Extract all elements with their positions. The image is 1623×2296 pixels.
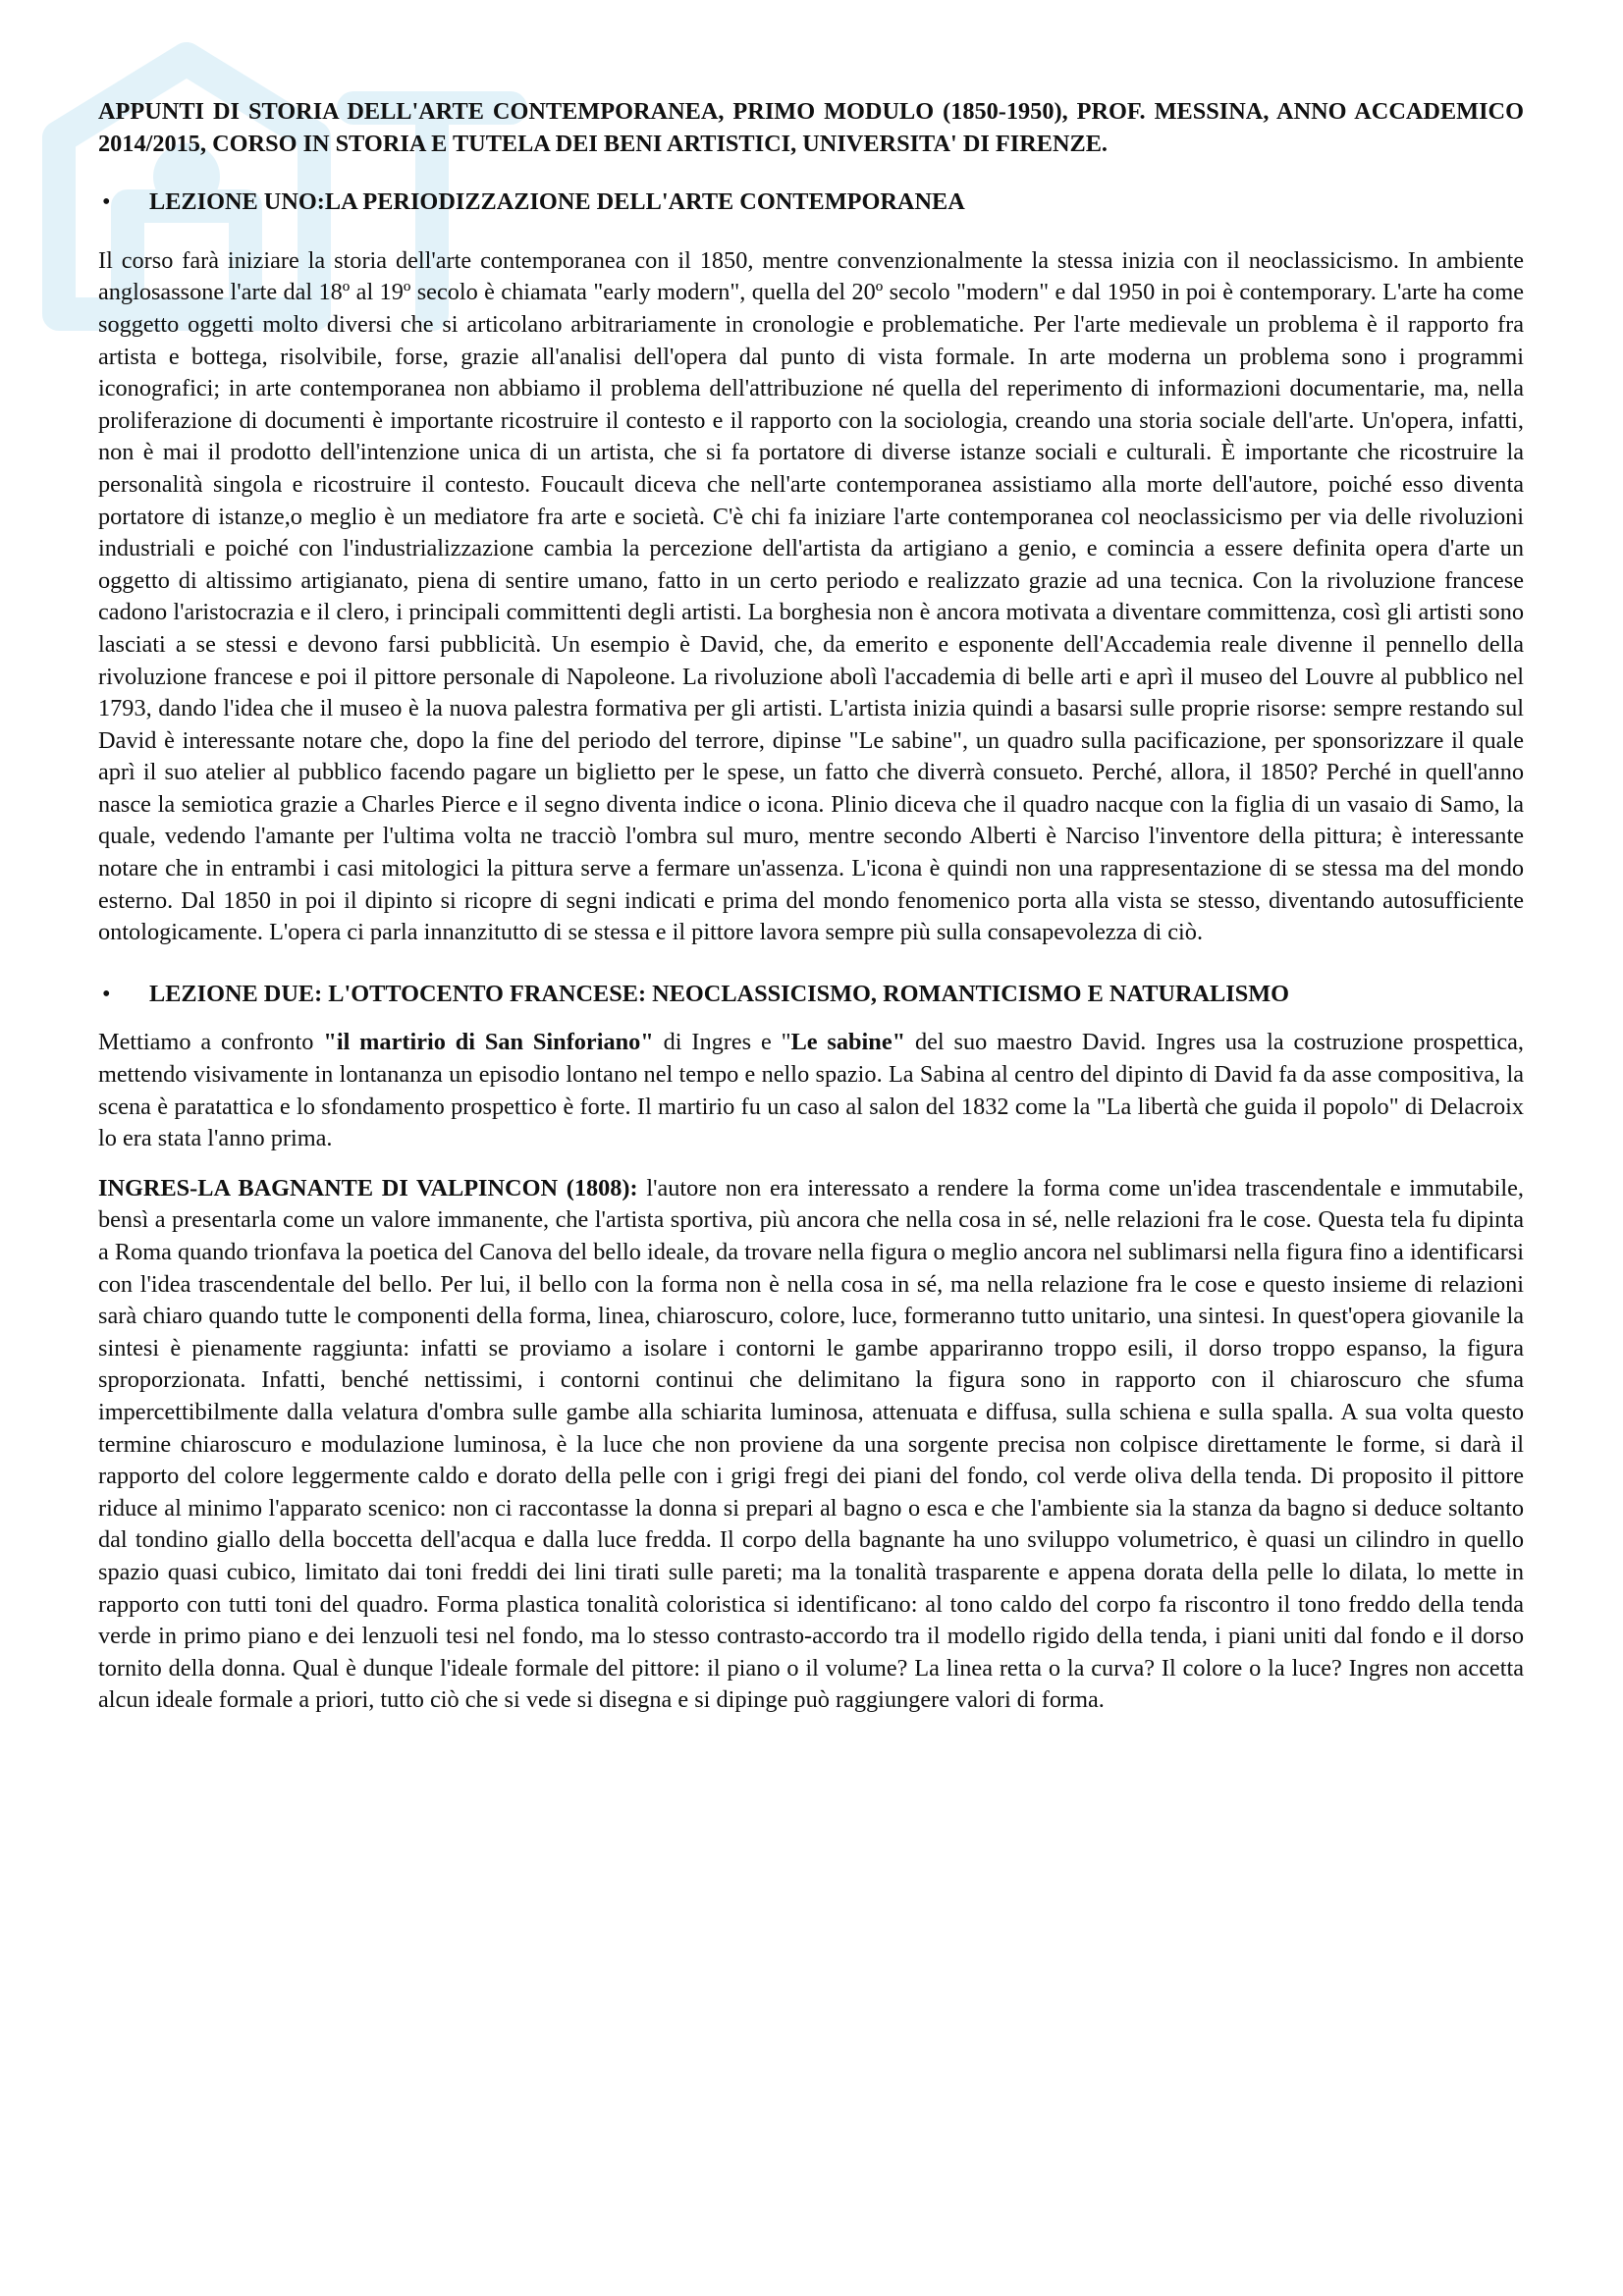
sabines-title: Le sabine"	[790, 1029, 906, 1056]
document-title: APPUNTI DI STORIA DELL'ARTE CONTEMPORANEA, PRIMO MODULO (1850-1950), PROF. MESSINA, ANNO ACCADEMICO 2014/2015, CORSO IN STORIA E TUTELA DEI BENI ARTISTICI, UNIVERSITA' DI FIRENZE.	[98, 98, 1524, 157]
bagnante-lead: INGRES-LA BAGNANTE DI VALPINCON (1808):	[98, 1174, 638, 1201]
lesson-one-paragraph: Il corso farà iniziare la storia dell'arte contemporanea con il 1850, mentre convenzionalmente la stessa inizia con il neoclassicismo. In ambiente anglosassone l'arte dal 18º al 19º secolo è chiamata "early modern", quella del 20º secolo "modern" e dal 1950 in poi è contemporary. L'arte ha come soggetto oggetti molto diversi che si articolano arbitrariamente in cronologie e problematiche. Per l'arte medievale un problema è il rapporto fra artista e bottega, risolvibile, forse, grazie all'analisi dell'opera dal punto di vista formale. In arte moderna un problema sono i programmi iconografici; in arte contemporanea non abbiamo il problema dell'attribuzione né quella del reperimento di informazioni documentarie, ma, nella proliferazione di documenti è importante ricostruire il contesto e il rapporto con la sociologia, creando una storia sociale dell'arte. Un'opera, infatti, non è mai il prodotto dell'intenzione unica di un artista, che si fa portatore di diverse istanze sociali e culturali. È importante che ricostruire la personalità singola e ricostruire il contesto. Foucault diceva che nell'arte contemporanea assistiamo alla morte dell'autore, poiché esso diventa portatore di istanze,o meglio è un mediatore fra arte e società. C'è chi fa iniziare l'arte contemporanea col neoclassicismo per via delle rivoluzioni industriali e poiché con l'industrializzazione cambia la percezione dell'artista da artigiano a genio, e comincia a essere definita opera d'arte un oggetto di altissimo artigianato, piena di sentire umano, fatto in un certo periodo e realizzato grazie ad una tecnica. Con la rivoluzione francese cadono l'aristocrazia e il clero, i principali committenti degli artisti. La borghesia non è ancora motivata a diventare committenza, così gli artisti sono lasciati a se stessi e devono farsi pubblicità. Un esempio è David, che, da emerito e esponente dell'Accademia reale divenne il pennello della rivoluzione francese e poi il pittore personale di Napoleone. La rivoluzione abolì l'accademia di belle arti e aprì il museo del Louvre al pubblico nel 1793, dando l'idea che il museo è la nuova palestra formativa per gli artisti. L'artista inizia quindi a basarsi sulle proprie risorse: sempre restando sul David è interessante notare che, dopo la fine del periodo del terrore, dipinse "Le sabine", un quadro sulla pacificazione, per sponsorizzare il quale aprì il suo atelier al pubblico facendo pagare un biglietto per le spese, un fatto che diverrà consueto. Perché, allora, il 1850? Perché in quell'anno nasce la semiotica grazie a Charles Pierce e il segno diventa indice o icona. Plinio diceva che il quadro nacque con la figlia di un vasaio di Samo, la quale, vedendo l'amante per l'ultima volta ne tracciò l'ombra sul muro, mentre secondo Alberti è Narciso l'inventore della pittura; è interessante notare che in entrambi i casi mitologici la pittura serve a fermare un'assenza. L'icona è quindi non una rappresentazione di se stessa ma del mondo esterno. Dal 1850 in poi il dipinto si ricopre di segni indicati e prima del mondo fenomenico porta alla vista se stesso, diventando autosufficiente ontologicamente. L'opera ci parla innanzitutto di se stessa e il pittore lavora sempre più sulla consapevolezza di ciò.	[98, 246, 1524, 946]
martyrdom-title: "il martirio di San Sinforiano"	[323, 1029, 654, 1056]
bullet-icon: •	[102, 980, 111, 1007]
intro-text-2: di Ingres e "	[653, 1029, 791, 1056]
bagnante-paragraph	[98, 1173, 1524, 1717]
lesson-two-title: LEZIONE DUE: L'OTTOCENTO FRANCESE: NEOCLASSICISMO, ROMANTICISMO E NATURALISMO	[149, 980, 1290, 1007]
bagnante-text: l'autore non era interessato a rendere la forma come un'idea trascendentale e immutabile, bensì a presentarla come un valore immanente, che l'artista sportiva, più ancora che nella cosa in sé, nelle relazioni fra le cose. Questa tela fu dipinta a Roma quando trionfava la poetica del Canova del bello ideale, da trovare nella figura o meglio ancora nel sublimarsi nella figura fino a identificarsi con l'idea trascendentale del bello. Per lui, il bello con la forma non è nella cosa in sé, ma nella relazione fra le cose e questo insieme di relazioni sarà chiaro quando tutte le componenti della forma, linea, chiaroscuro, colore, luce, formeranno tutto unitario, una sintesi. In quest'opera giovanile la sintesi è pienamente raggiunta: infatti se proviamo a isolare i contorni le gambe appariranno troppo esili, il dorso troppo espanso, la figura sproporzionata. Infatti, benché nettissimi, i contorni continui che delimitano la figura sono in rapporto con il chiaroscuro che sfuma impercettibilmente dalla velatura d'ombra sulle gambe alla schiarita luminosa, attenuata e diffusa, sulla schiena e sulla spalla. A sua volta questo termine chiaroscuro e modulazione luminosa, è la luce che non proviene da una sorgente precisa non colpisce direttamente le forme, si darà il rapporto del colore leggermente caldo e dorato della pelle con i grigi fregi dei piani del fondo, col verde oliva della tenda. Di proposito il pittore riduce al minimo l'apparato scenico: non ci raccontasse la donna si prepari al bagno o esca e che l'ambiente sia la stanza da bagno si deduce soltanto dal tondino giallo della boccetta dell'acqua e dalla luce fredda. Il corpo della bagnante ha uno sviluppo volumetrico, è quasi un cilindro in quello spazio quasi cubico, limitato dai toni freddi dei lini tirati sulle pareti; ma la tonalità trasparente e appena dorata della pelle lo dilata, lo mette in rapporto con tutti toni del quadro. Forma plastica tonalità coloristica si identificano: al tono caldo del corpo fa riscontro il tono freddo della tenda verde in primo piano e dei lenzuoli tesi nel fondo, ma lo stesso contrasto-accordo tra il modello rigido della tenda, i piani uniti dal fondo e il dorso tornito della donna. Qual è dunque l'ideale formale del pittore: il piano o il volume? La linea retta o la curva? Il colore o la luce? Ingres non accetta alcun ideale formale a priori, tutto ciò che si vede si disegna e si dipinge può raggiungere valori di forma.	[98, 1174, 1524, 1714]
lesson-two-heading	[98, 979, 1524, 1011]
intro-text-3: del suo maestro David. Ingres usa la costruzione prospettica, mettendo visivamente in lontananza un episodio lontano nel tempo e nello spazio. La Sabina al centro del dipinto di David fa da asse compositiva, la scena è paratattica e lo sfondamento prospettico è forte. Il martirio fu un caso al salon del 1832 come la "La libertà che guida il popolo" di Delacroix lo era stata l'anno prima.	[98, 1029, 1525, 1152]
bullet-icon: •	[102, 188, 111, 216]
lesson-one-heading	[98, 187, 1524, 219]
lesson-two-intro-paragraph	[98, 1027, 1524, 1154]
document-page	[98, 96, 1524, 1717]
intro-text-1: Mettiamo a confronto	[98, 1029, 324, 1056]
lesson-one-title: LEZIONE UNO:LA PERIODIZZAZIONE DELL'ARTE CONTEMPORANEA	[149, 188, 965, 216]
